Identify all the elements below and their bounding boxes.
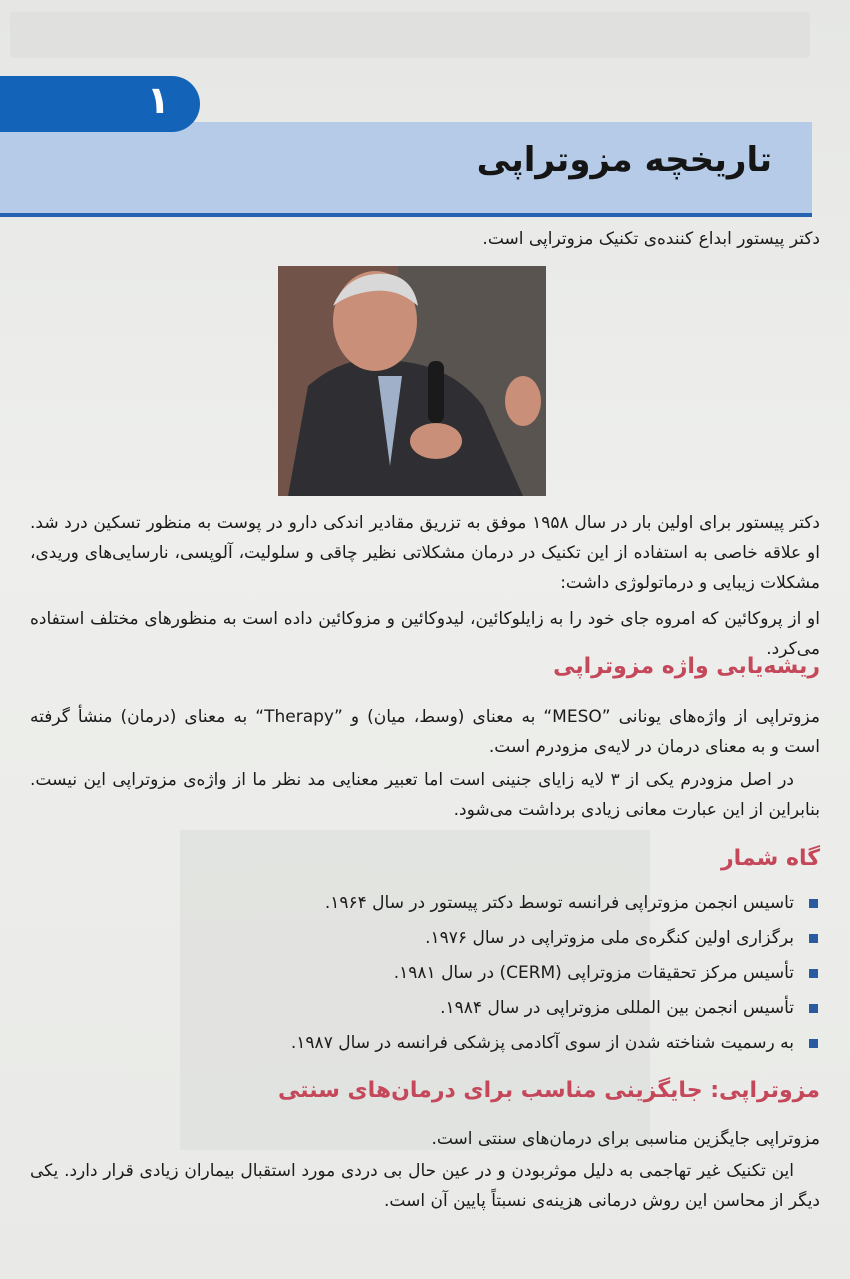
alternative-paragraph: این تکنیک غیر تهاجمی به دلیل موثربودن و در عین حال بی دردی مورد استقبال بیماران زیادی قرار دارد. یکی دیگر از محاسن این روش درمانی هزینه‌ی نسبتاً پایین آن است. (30, 1161, 820, 1211)
timeline-item: تأسیس انجمن بین المللی مزوتراپی در سال ۱۹۸۴. (260, 991, 820, 1026)
timeline-list (260, 886, 820, 1061)
chapter-title-band (0, 122, 812, 214)
timeline-item: تاسیس انجمن مزوتراپی فرانسه توسط دکتر پیستور در سال ۱۹۶۴. (260, 886, 820, 921)
intro-paragraph-1: دکتر پیستور برای اولین بار در سال ۱۹۵۸ موفق به تزریق مقادیر اندکی دارو در پوست به منظور تسکین درد شد. او علاقه خاصی به استفاده از این تکنیک در درمان مشکلاتی نظیر چاقی و سلولیت، آلوپسی، نارسایی‌های وریدی، مشکلات زیبایی و درماتولوژی داشت: (30, 513, 820, 593)
intro-caption: دکتر پیستور ابداع کننده‌ی تکنیک مزوتراپی است. (482, 229, 820, 249)
portrait-photo (278, 266, 546, 496)
alternative-heading: مزوتراپی: جایگزینی مناسب برای درمان‌های سنتی (277, 1078, 820, 1103)
square-bullet-icon (809, 1004, 818, 1013)
timeline-item: برگزاری اولین کنگره‌ی ملی مزوتراپی در سال ۱۹۷۶. (260, 921, 820, 956)
alternative-line-1: مزوتراپی جایگزین مناسبی برای درمان‌های سنتی است. (431, 1129, 820, 1149)
timeline-heading: گاه شمار (720, 846, 820, 871)
chapter-number: ۱ (146, 78, 170, 122)
etymology-paragraph-1: مزوتراپی از واژه‌های یونانی ”MESO“ به معنای (وسط، میان) و ”Therapy“ به معنای (درمان) منشأ گرفته است و به معنای درمان در لایه‌ی مزودرم است. (30, 707, 820, 757)
square-bullet-icon (809, 1039, 818, 1048)
etymology-paragraph-2: در اصل مزودرم یکی از ۳ لایه زایای جنینی است اما تعبیر معنایی مد نظر ما از واژه‌ی مزوتراپی این نیست. بنابراین از این عبارت معانی زیادی برداشت می‌شود. (30, 770, 820, 820)
intro-paragraph-2: او از پروکائین که امروه جای خود را به زایلوکائین، لیدوکائین و مزوکائین داده است به منظورهای مختلف استفاده می‌کرد. (30, 609, 820, 659)
chapter-title: تاریخچه مزوتراپی (476, 140, 772, 180)
timeline-item: تأسیس مرکز تحقیقات مزوتراپی (CERM) در سال ۱۹۸۱. (260, 956, 820, 991)
top-faded-strip (10, 12, 810, 58)
etymology-heading: ریشه‌یابی واژه مزوتراپی (553, 654, 820, 679)
chapter-number-tab (0, 76, 200, 132)
square-bullet-icon (809, 969, 818, 978)
square-bullet-icon (809, 934, 818, 943)
square-bullet-icon (809, 899, 818, 908)
timeline-item: به رسمیت شناخته شدن از سوی آکادمی پزشکی فرانسه در سال ۱۹۸۷. (260, 1026, 820, 1061)
title-underline (0, 213, 812, 217)
portrait-image (278, 266, 546, 496)
